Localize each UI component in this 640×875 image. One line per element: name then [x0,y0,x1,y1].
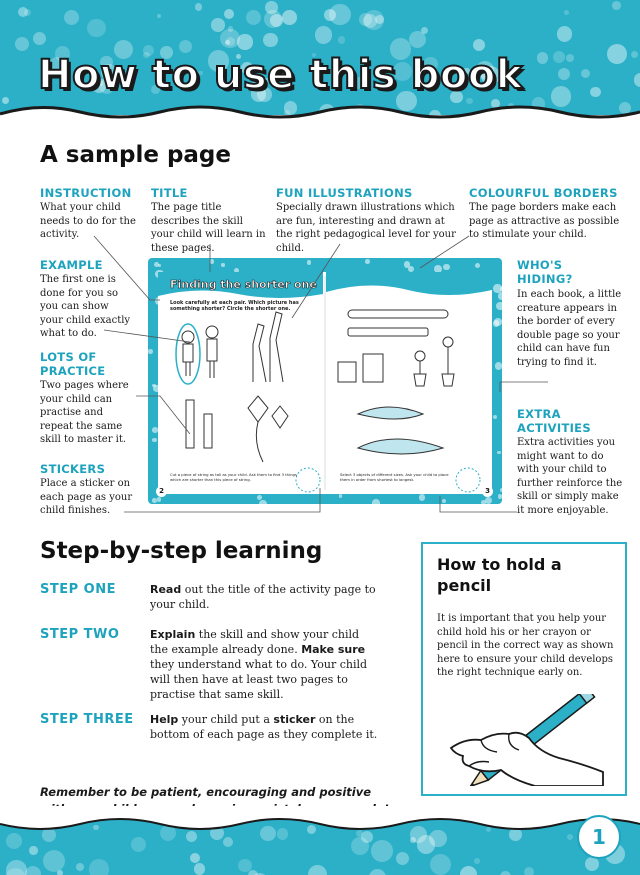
border-bubble [152,438,157,443]
bubble-decoration [430,854,451,875]
bubble-decoration [410,837,416,843]
border-bubble [339,494,343,498]
bubble-decoration [131,837,146,852]
sample-page-instruction: Look carefully at each pair. Which picture has something shorter? Circle the shorter one. [170,300,299,312]
bubble-decoration [338,36,346,44]
bubble-decoration [566,54,574,62]
borders-text: The page borders make each page as attractive as possible to stimulate your child. [469,202,620,240]
sample-spread [148,258,502,504]
border-bubble [152,498,157,503]
bubble-decoration [631,51,638,58]
border-bubble [152,384,156,388]
bubble-decoration [474,858,480,864]
bubble-decoration [246,10,261,25]
remember-note: Remember to be patient, encouraging and positive [40,785,372,799]
bubble-decoration [585,857,599,871]
instruction-label: INSTRUCTION [40,186,132,200]
example-text: The first one is done for you so you can show your child exactly what to do. [40,274,131,339]
bubble-decoration [237,34,252,49]
hiding-text: In each book, a little creature appears in the border of every double page so your child can have fun trying to find it. [517,289,622,368]
bubble-decoration [329,4,350,25]
border-bubble [372,499,381,504]
border-bubble [148,349,153,354]
practice-text: Two pages where your child can practise and repeat the same skill to master it. [40,380,129,445]
border-bubble [500,488,502,492]
fun-illustrations-label: FUN ILLUSTRATIONS [276,186,413,200]
border-bubble [154,262,159,267]
bubble-decoration [157,14,161,18]
border-bubble [404,261,411,268]
border-bubble [442,499,446,503]
example-label: EXAMPLE [40,258,103,272]
bubble-decoration [607,44,627,64]
border-bubble [443,264,449,270]
sample-page-title: Finding the shorter one [170,278,317,291]
borders-label: COLOURFUL BORDERS [469,186,618,200]
stickers-label: STICKERS [40,462,106,476]
bubble-decoration [500,871,511,875]
bubble-decoration [315,26,332,43]
page-number: 1 [577,815,621,859]
footer-wave [0,806,640,836]
hiding-label-line1: WHO'S [517,258,563,272]
step-two-text: Explain the skill and show your child the example already done. Make sure they understand what to do. Your child will then have at least two pages to practise that same skill. [150,628,368,701]
extra-label-line1: EXTRA [517,407,561,421]
bubble-decoration [87,19,105,37]
title-text: The page title describes the skill your child will learn in these pages. [151,202,266,254]
practice-label-line1: LOTS OF [40,350,97,364]
bubble-decoration [557,26,573,42]
border-bubble [475,263,480,268]
sample-footer-left: Cut a piece of string as tall as your child. Ask them to find 3 things which are shorter than this piece of string. [170,472,297,482]
border-bubble [365,259,370,264]
bubble-decoration [89,859,110,875]
bubble-decoration [223,837,233,847]
steps-heading: Step-by-step learning [40,538,323,564]
sample-footer-right: Select 3 objects of different sizes. Ask your child to place them in order from shortest to longest. [340,472,449,482]
border-bubble [493,415,497,419]
header-wave [0,100,640,140]
bubble-decoration [417,835,436,854]
bubble-decoration [634,73,640,87]
border-bubble [419,494,425,500]
sample-page-number-left: 2 [156,486,167,497]
bubble-decoration [18,7,28,17]
title-label: TITLE [151,186,188,200]
bubble-decoration [33,32,46,45]
bubble-decoration [194,863,205,874]
bubble-decoration [421,27,428,34]
bubble-decoration [581,69,590,78]
stickers-text: Place a sticker on each page as your child finishes. [40,478,133,516]
pencil-box-title: How to hold a pencil [437,555,562,595]
sample-page-heading: A sample page [40,142,231,168]
bubble-decoration [25,866,41,875]
bubble-decoration [564,10,569,15]
page-title: How to use this book [38,52,523,98]
bubble-decoration [282,10,297,25]
hand-holding-pencil-icon [443,694,613,786]
border-bubble [493,320,500,327]
bubble-decoration [371,840,393,862]
practice-label-line2: PRACTICE [40,364,106,378]
fun-illustrations-text: Specially drawn illustrations which are fun, interesting and drawn at the right pedagogical level for your child. [276,202,456,254]
bubble-decoration [15,37,29,51]
step-one-text: Read out the title of the activity page to your child. [150,583,376,611]
border-bubble [497,451,500,454]
bubble-decoration [211,18,225,32]
bubble-decoration [396,852,409,865]
border-bubble [496,302,502,311]
pencil-box-text: It is important that you help your child hold his or her crayon or pencil in the correct way as shown here to ensure your child develops the right technique early on. [437,613,614,678]
bubble-decoration [524,867,534,875]
step-one-label: STEP ONE [40,582,116,597]
bubble-decoration [553,51,565,63]
extra-text: Extra activities you might want to do with your child to further reinforce the skill or simply make it more enjoyable. [517,437,623,516]
bubble-decoration [460,866,477,875]
border-bubble [495,362,502,370]
bubble-decoration [6,860,27,875]
bubble-decoration [224,9,234,19]
bubble-decoration [473,39,485,51]
bubble-decoration [308,865,328,875]
instruction-text: What your child needs to do for the activity. [40,202,136,240]
border-bubble [307,260,312,265]
bubble-decoration [64,10,79,25]
bubble-decoration [195,3,202,10]
step-three-label: STEP THREE [40,712,134,727]
bubble-decoration [263,33,278,48]
extra-label-line2: ACTIVITIES [517,421,591,435]
pencil-tip-box [421,542,627,796]
border-bubble [210,259,215,264]
bubble-decoration [590,87,601,98]
bubble-decoration [558,68,570,80]
bubble-decoration [238,859,252,873]
border-bubble [152,427,158,433]
bubble-decoration [369,869,386,875]
step-two-label: STEP TWO [40,627,120,642]
bubble-decoration [612,1,621,10]
bubble-decoration [190,853,200,863]
sample-page-number-right: 3 [482,486,493,497]
border-bubble [485,497,492,504]
border-bubble [498,494,502,498]
border-bubble [259,500,267,504]
step-three-text: Help your child put a sticker on the bottom of each page as they complete it. [150,713,378,741]
bubble-decoration [43,850,65,872]
bubble-decoration [29,846,37,854]
bubble-decoration [76,863,84,871]
border-bubble [221,263,224,266]
bubble-decoration [537,52,549,64]
border-bubble [498,292,502,300]
border-bubble [157,497,161,501]
bubble-decoration [225,40,230,45]
hiding-label-line2: HIDING? [517,272,573,286]
